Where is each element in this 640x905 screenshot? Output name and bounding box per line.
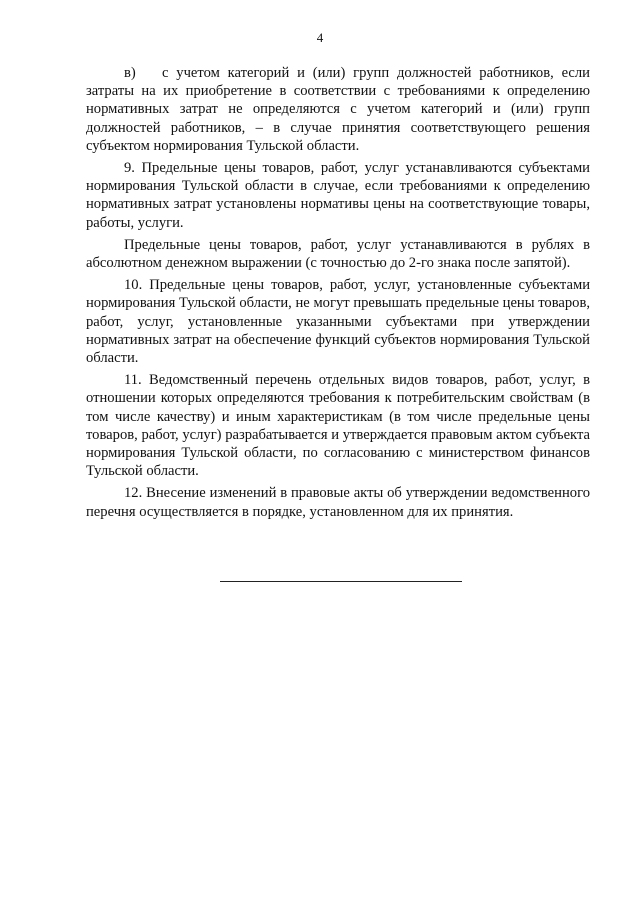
- paragraph-item-11: 11. Ведомственный перечень отдельных видов товаров, работ, услуг, в отношении которых определяются требования к потребительским свойствам (в том числе качеству) и иным характеристикам (в том числе предельные цены товаров, работ, услуг) разрабатывается и утверждается правовым актом субъекта нормирования Тульской области, по согласованию с министерством финансов Тульской области.: [86, 372, 590, 480]
- paragraph-item-9-continued: Предельные цены товаров, работ, услуг устанавливаются в рублях в абсолютном денежном выражении (с точностью до 2-го знака после запятой).: [86, 236, 590, 272]
- document-body: [86, 64, 590, 521]
- end-of-document-rule: [220, 581, 462, 582]
- paragraph-text: с учетом категорий и (или) групп должностей работников, если затраты на их приобретение в соответствии с требованиями к определению нормативных затрат не определяются с учетом категорий и (или) групп должностей работников, – в случае принятия соответствующего решения субъектом нормирования Тульской области.: [86, 65, 590, 154]
- paragraph-item-10: 10. Предельные цены товаров, работ, услуг, установленные субъектами нормирования Тульской области, не могут превышать предельные цены товаров, работ, услуг, установленные указанными субъектами при утверждении нормативных затрат на обеспечение функций субъектов нормирования Тульской области.: [86, 277, 590, 367]
- paragraph-item-v: [86, 64, 590, 155]
- page-number: 4: [316, 30, 324, 45]
- paragraph-item-12: 12. Внесение изменений в правовые акты об утверждении ведомственного перечня осуществляется в порядке, установленном для их принятия.: [86, 485, 590, 520]
- item-prefix: в): [124, 65, 136, 81]
- paragraph-item-9: 9. Предельные цены товаров, работ, услуг устанавливаются субъектами нормирования Тульской области в случае, если требованиями к определению нормативных затрат установлены нормативы цены на соответствующие товары, работы, услуги.: [86, 160, 590, 231]
